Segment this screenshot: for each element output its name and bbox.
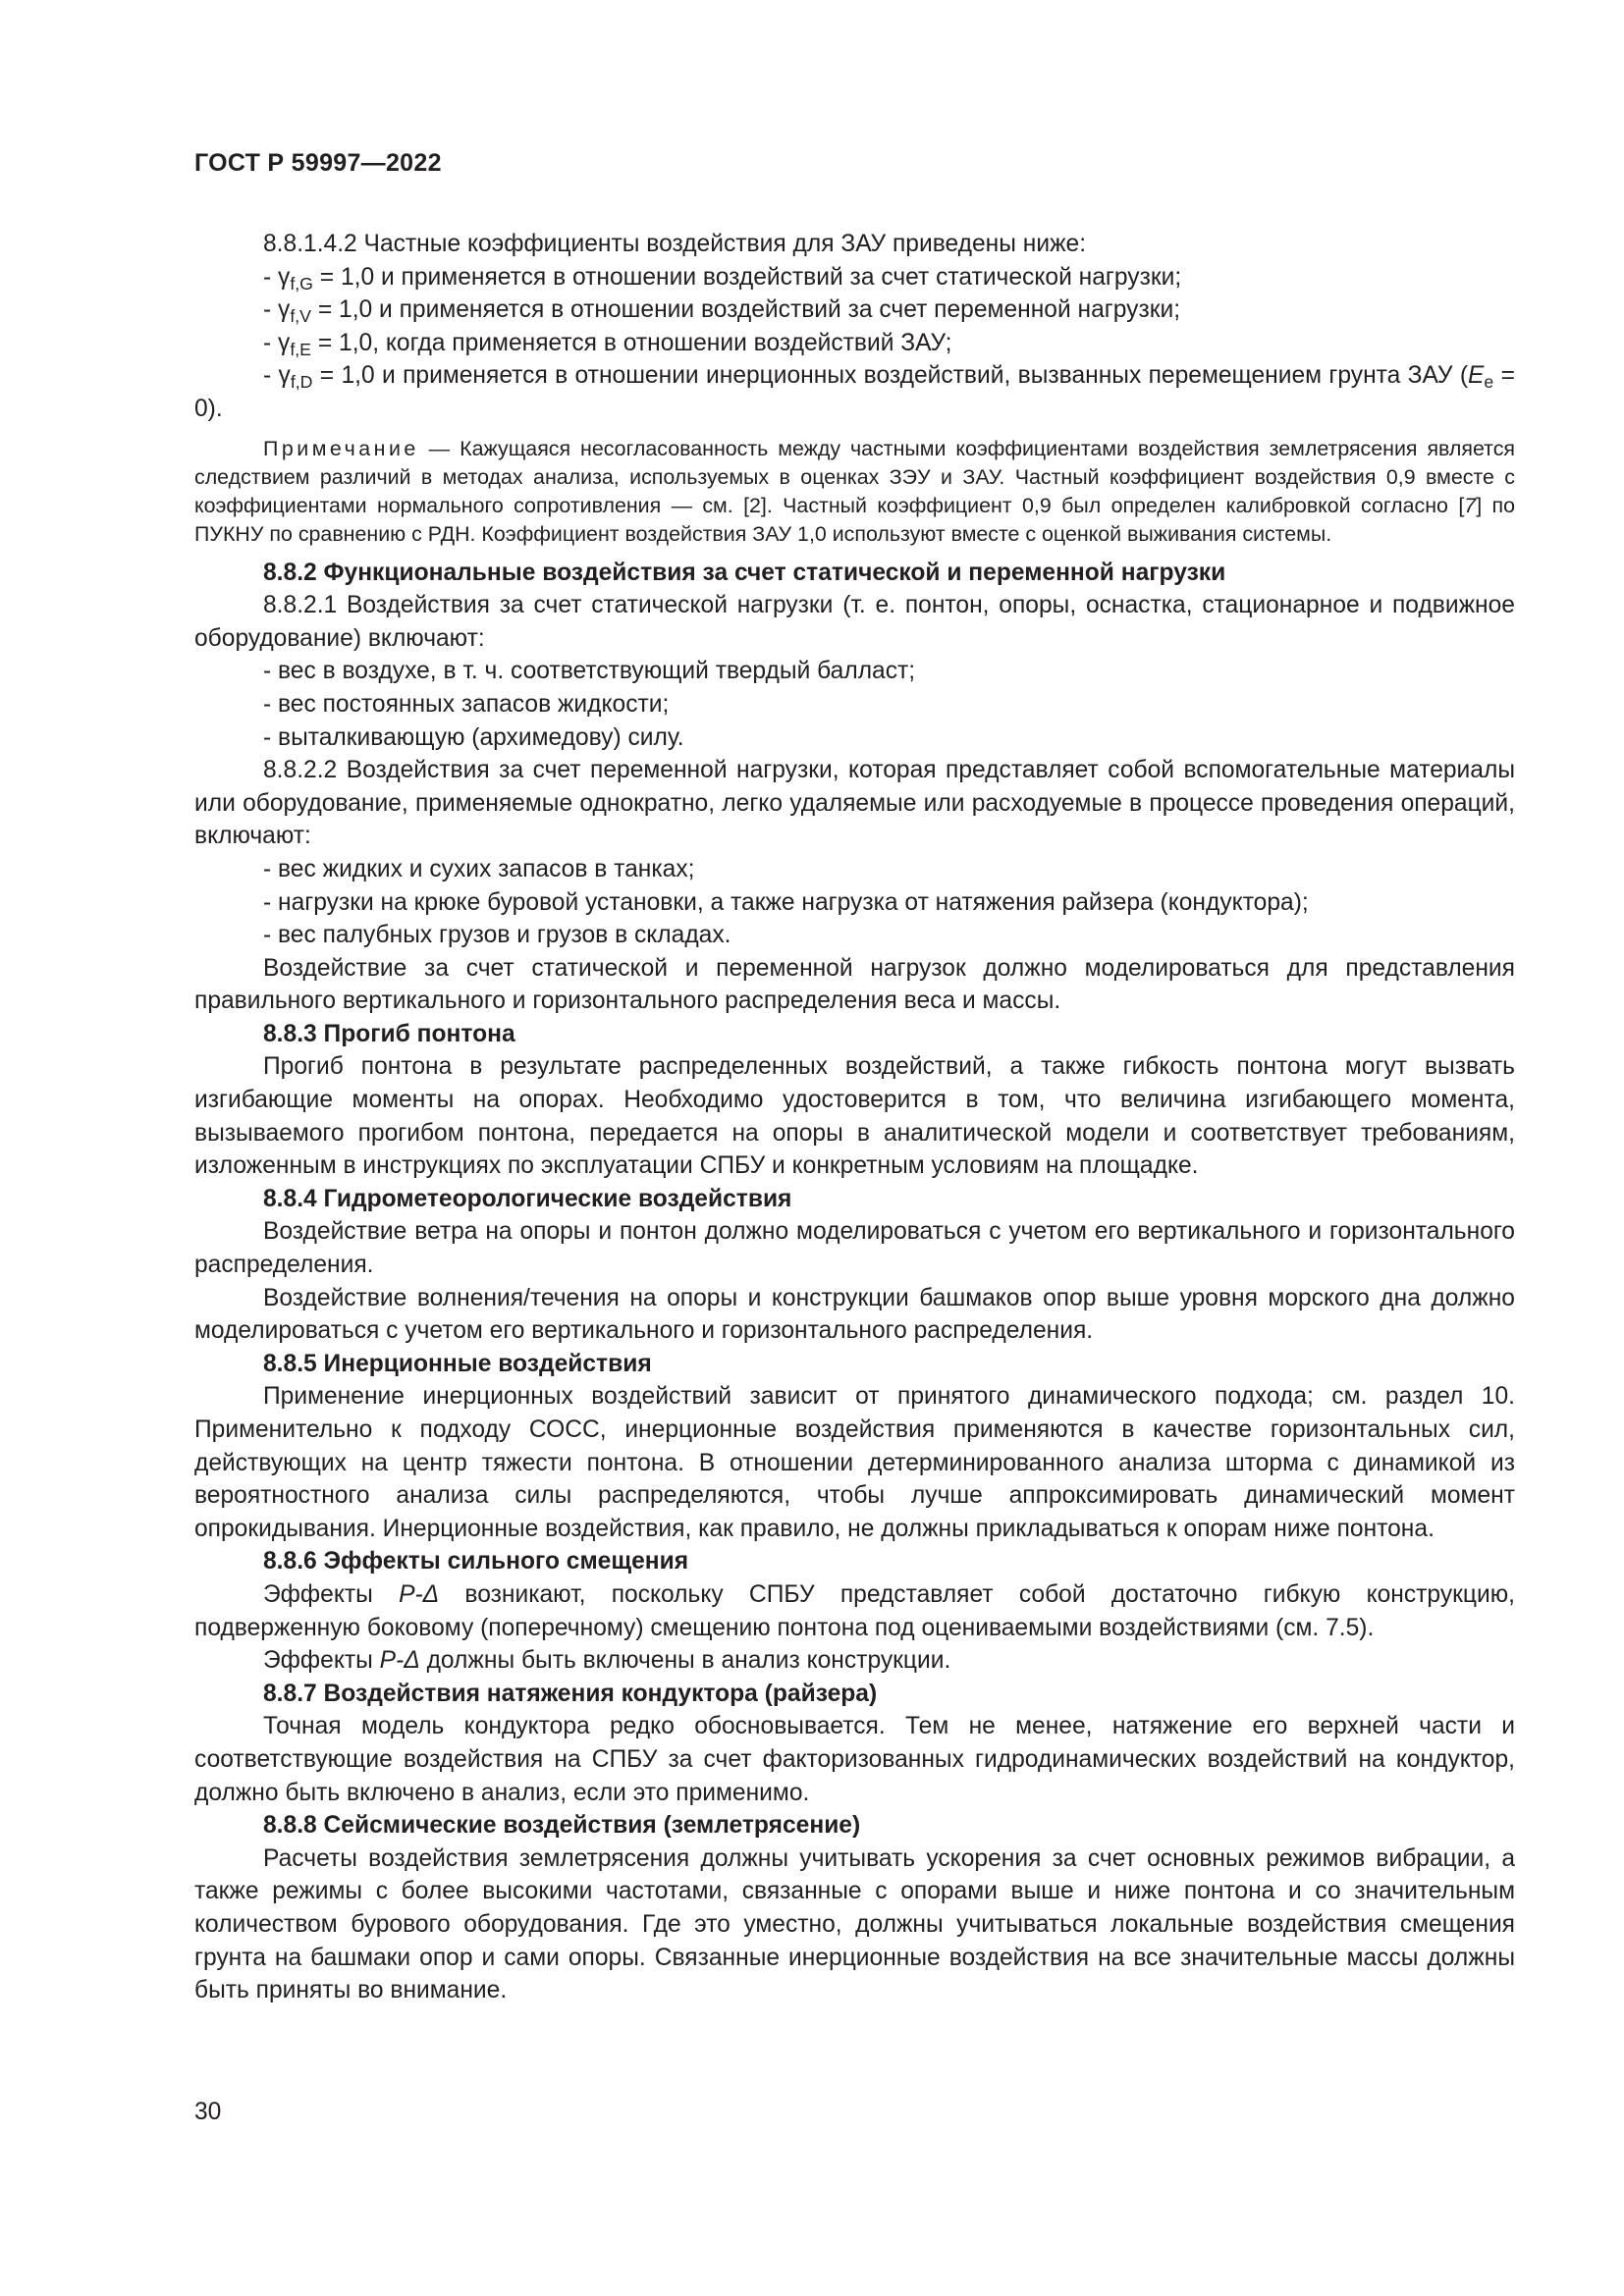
note-ref: 7	[1464, 493, 1477, 517]
section-heading-8-8-8: 8.8.8 Сейсмические воздействия (землетрясение)	[263, 1812, 861, 1840]
paragraph: 8.8.2.2 Воздействия за счет переменной нагрузки, которая представляет собой вспомогательные материалы или оборудование, применяемые однократно, легко удаляемые или расходуемые в процессе проведения операций, включают:	[194, 757, 1515, 850]
e-symbol: E	[1468, 362, 1485, 390]
section-heading-8-8-6: 8.8.6 Эффекты сильного смещения	[263, 1548, 689, 1575]
list-item: - вес в воздухе, в т. ч. соответствующий твердый балласт;	[263, 658, 916, 685]
paragraph: Прогиб понтона в результате распределенных воздействий, а также гибкость понтона могут вызвать изгибающие моменты на опорах. Необходимо удостоверится в том, что величина изгибающего момента, вызываемого прогибом понтона, передается на опоры в аналитической модели и соответствует требованиям, изложенным в инструкциях по эксплуатации СПБУ и конкретным условиям на площадке.	[194, 1053, 1515, 1180]
paragraph: Точная модель кондуктора редко обосновывается. Тем не менее, натяжение его верхней части и соответствующие воздействия на СПБУ за счет факторизованных гидродинамических воздействий на кондуктор, должно быть включено в анализ, если это применимо.	[194, 1713, 1515, 1806]
gamma-item-d: - $\gamma_{f,D} = 1,0$ и применяется в отношении инерционных воздействий, вызванных перемещением грунта ЗАУ $(E_e = 0)$.	[194, 362, 1515, 422]
document-header: ГОСТ Р 59997—2022	[194, 149, 442, 177]
section-heading-8-8-2: 8.8.2 Функциональные воздействия за счет статической и переменной нагрузки	[263, 559, 1226, 586]
section-heading-8-8-7: 8.8.7 Воздействия натяжения кондуктора (райзера)	[263, 1680, 878, 1707]
gamma-subscript: f,D	[290, 372, 313, 393]
note-block: Примечание — Кажущаяся несогласованность между частными коэффициентами воздействия землетрясения является следствием различий в методах анализа, используемых в оценках ЗЭУ и ЗАУ. Частный коэффициент воздействия 0,9 вместе с коэффициентами нормального сопротивления — см. [2]. Частный коэффициент 0,9 был определен калибровкой согласно [7] по ПУКНУ по сравнению с РДН. Коэффициент воздействия ЗАУ 1,0 используют вместе с оценкой выживания системы.	[194, 436, 1515, 546]
p-delta: P-Δ	[399, 1580, 440, 1608]
list-item: - выталкивающую (архимедову) силу.	[263, 723, 684, 751]
gamma-subscript: f,E	[290, 339, 311, 359]
gamma-symbol: γ	[278, 362, 291, 390]
gamma-item: - $\gamma_{f,E} = 1,0$, когда применяется в отношении воздействий ЗАУ;	[263, 329, 952, 359]
paragraph: Воздействие за счет статической и переменной нагрузок должно моделироваться для представления правильного вертикального и горизонтального распределения веса и массы.	[194, 954, 1515, 1015]
section-heading-8-8-4: 8.8.4 Гидрометеорологические воздействия	[263, 1185, 792, 1212]
gamma-subscript: f,V	[290, 306, 311, 327]
p-delta: P-Δ	[379, 1647, 420, 1675]
paragraph: Воздействие волнения/течения на опоры и конструкции башмаков опор выше уровня морского дна должно моделироваться с учетом его вертикального и горизонтального распределения.	[194, 1284, 1515, 1345]
paragraph: Эффекты P-Δ должны быть включены в анализ конструкции.	[263, 1647, 951, 1675]
gamma-symbol: γ	[278, 329, 291, 356]
list-item: - вес постоянных запасов жидкости;	[263, 690, 670, 718]
paragraph-8-8-1-4-2: 8.8.1.4.2 Частные коэффициенты воздействия для ЗАУ приведены ниже:	[263, 231, 1087, 257]
paragraph: 8.8.2.1 Воздействия за счет статической нагрузки (т. е. понтон, опоры, оснастка, стационарное и подвижное оборудование) включают:	[194, 592, 1515, 652]
section-heading-8-8-3: 8.8.3 Прогиб понтона	[263, 1020, 515, 1047]
section-heading-8-8-5: 8.8.5 Инерционные воздействия	[263, 1350, 652, 1377]
e-subscript: e	[1484, 372, 1494, 393]
paragraph: Применение инерционных воздействий зависит от принятого динамического подхода; см. раздел 10. Применительно к подходу СОСС, инерционные воздействия применяются в качестве горизонтальных сил, действующих на центр тяжести понтона. В отношении детерминированного анализа шторма с динамикой из вероятностного анализа силы распределяются, чтобы лучше аппроксимировать динамический момент опрокидывания. Инерционные воздействия, как правило, не должны прикладываться к опорам ниже понтона.	[194, 1383, 1515, 1542]
gamma-subscript: f,G	[290, 273, 313, 294]
paragraph: Расчеты воздействия землетрясения должны учитывать ускорения за счет основных режимов вибрации, а также режимы с более высокими частотами, связанные с опорами выше и ниже понтона и со значительным количеством бурового оборудования. Где это уместно, должны учитываться локальные воздействия смещения грунта на башмаки опор и сами опоры. Связанные инерционные воздействия на все значительные массы должны быть приняты во внимание.	[194, 1844, 1515, 2004]
list-item: - вес палубных грузов и грузов в складах.	[263, 922, 731, 949]
paragraph: Воздействие ветра на опоры и понтон должно моделироваться с учетом его вертикального и горизонтального распределения.	[194, 1218, 1515, 1279]
gamma-item: - $\gamma_{f,V} = 1,0$ и применяется в отношении воздействий за счет переменной нагрузки;	[263, 296, 1181, 327]
gamma-item: - $\gamma_{f,G} = 1,0$ и применяется в отношении воздействий за счет статической нагрузки;	[263, 263, 1182, 294]
list-item: - нагрузки на крюке буровой установки, а также нагрузка от натяжения райзера (кондуктора);	[263, 888, 1309, 916]
gamma-symbol: γ	[278, 296, 291, 324]
page-content	[194, 228, 1515, 2007]
list-item: - вес жидких и сухих запасов в танках;	[263, 855, 695, 882]
paragraph: Эффекты P-Δ возникают, поскольку СПБУ представляет собой достаточно гибкую конструкцию, подверженную боковому (поперечному) смещению понтона под оцениваемыми воздействиями (см. 7.5).	[194, 1580, 1515, 1641]
page-number: 30	[194, 2099, 222, 2125]
gamma-symbol: γ	[278, 263, 291, 291]
note-label: Примечание	[263, 436, 419, 460]
